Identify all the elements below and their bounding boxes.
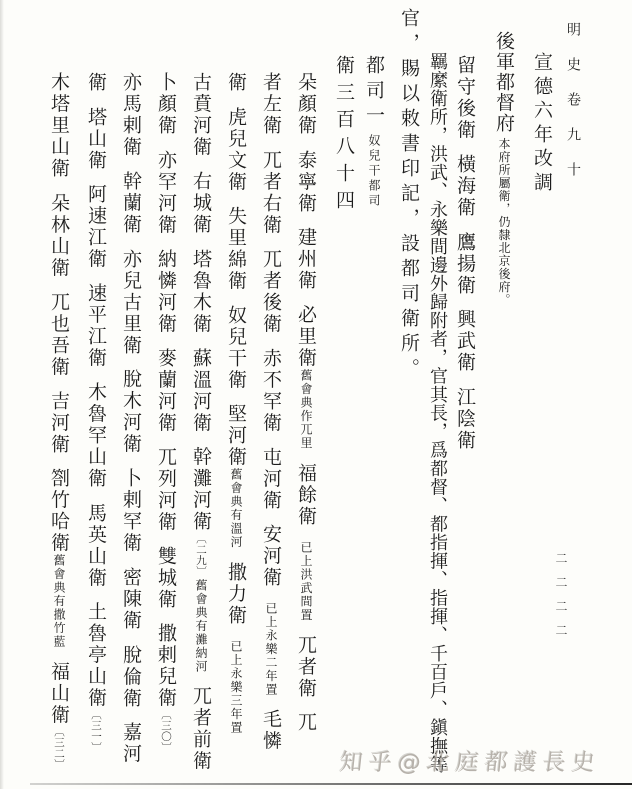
annotation-text: 已上洪武間置 [299,540,313,622]
guard-name: 兀者前衛 [190,686,212,772]
rear-army-command-column [489,31,519,307]
guard-name: 安河衛 [260,524,282,589]
guard-name: 密陳衛 [120,567,142,632]
guard-list-column-3 [221,72,251,747]
guard-list-column-6 [116,72,146,778]
annotation-text: 已上永樂二年置 [264,601,278,696]
guard-name: 朵林山衛 [48,192,70,279]
guard-name: 蘇溫河衛 [190,347,212,434]
xuande-reassignment-line: 宣德六年改調 [531,52,553,196]
capital-guards-column [450,55,480,464]
guard-name: 奴兒干衛 [225,304,247,391]
guard-name: 兀也吾衛 [48,291,70,378]
guard-name: 兀者右衛 [260,149,282,236]
guard-name: 脫木河衛 [120,369,142,455]
guard-name: 者左衛 [260,72,282,137]
guard-name: 亦兒古里衛 [120,248,142,356]
guard-name: 兀者衛 [295,634,317,699]
annotation-text: 〔二九〕 [195,532,207,577]
guard-name: 亦罕河衛 [155,149,177,236]
guard-list-column-4 [186,72,216,785]
guard-list-column-7 [81,72,111,755]
annotation-text: 舊會典作兀里 [299,369,313,450]
guard-name: 赤不罕衛 [260,347,282,434]
guard-list-column-1 [291,72,321,747]
guard-name: 馬英山衛 [85,502,107,589]
annotation-text: 舊會典有撒竹藍 [52,554,66,649]
guard-name: 納憐河衛 [155,248,177,335]
guard-name: 衛 [85,72,107,94]
guard-name: 福山衛 [48,661,70,726]
guard-name: 阿速江衛 [85,184,107,270]
guard-name: 塔魯木衛 [190,248,212,335]
guard-name: 亦馬剌衛 [120,72,142,158]
guard-name: 都司一 [363,55,385,130]
guard-name: 嘉河 [120,722,142,765]
guard-name: 建州衛 [295,227,317,292]
guard-name: 麥蘭河衛 [155,347,177,434]
guard-name: 堅河衛 [225,403,247,468]
guard-name: 右城衛 [190,171,212,236]
guard-name: 脫倫衛 [120,644,142,709]
guard-name: 卜剌罕衛 [120,468,142,554]
annotation-text: 本府所屬衛，仍隸北京後府。 [497,137,511,307]
guard-total-count: 衛三百八十四 [333,55,355,217]
guard-name: 毛憐 [260,709,282,752]
guard-name: 劄竹哈衛 [48,468,70,554]
guard-name: 撒力衛 [225,562,247,627]
guard-name: 古賁河衛 [190,72,212,158]
guard-name: 虎兒文衛 [225,106,247,193]
annotation-text: 〔三二〕 [53,726,65,770]
guard-name: 屯河衛 [260,446,282,511]
guard-name: 橫海衛 [454,154,476,219]
guard-name: 幹灘河衛 [190,446,212,533]
guard-name: 必里衛 [295,304,317,369]
guard-name: 江陰衛 [454,386,476,451]
guard-name: 雙城衛 [155,545,177,610]
guard-name: 兀者後衛 [260,248,282,335]
volume-header: 明史卷九十 [565,22,581,197]
annotation-text: 〔三〇〕 [160,709,172,753]
guard-name: 撒剌兒衛 [155,623,177,709]
guard-list-column-8 [44,72,74,772]
annotation-text: 奴兒干都司 [367,134,381,209]
guard-name: 朵顏衛 [295,72,317,137]
guard-list-column-5 [151,72,181,755]
guard-name: 後軍都督府 [493,31,515,134]
guard-name: 留守後衛 [454,55,476,141]
guard-name: 興武衛 [454,309,476,374]
guard-name: 兀列河衛 [155,446,177,533]
guard-name: 鷹揚衛 [454,231,476,296]
guard-name: 失里綿衛 [225,205,247,292]
guard-name: 卜顏衛 [155,72,177,137]
guard-list-column-2 [256,72,286,765]
annotation-text: 舊會典有溫河 [229,468,243,549]
guard-name: 泰寧衛 [295,149,317,214]
jimi-weisuo-paragraph-col2: 官，賜以敕書印記，設都司衛所。 [398,8,420,383]
annotation-text: 已上永樂三年置 [229,639,243,734]
scan-edge-bottom [30,783,632,785]
guard-name: 兀 [295,712,317,734]
guard-name: 衛 [225,72,247,94]
jimi-weisuo-paragraph-col1: 羈縻衛所，洪武、永樂間邊外歸附者，官其長，爲都督、都指揮、指揮、千百戶、鎭撫等 [427,52,448,774]
guard-name: 速平江衛 [85,283,107,369]
guard-name: 木魯罕山衛 [85,382,107,490]
scan-edge-left [0,0,4,789]
guard-name: 塔山衛 [85,106,107,171]
annotation-text: 舊會典有灘納河 [194,578,208,673]
annotation-text: 〔三一〕 [90,709,102,753]
guard-name: 幹蘭衛 [120,171,142,236]
zhihu-watermark: 知乎@北庭都護長史 [338,750,603,776]
guard-name: 木塔里山衛 [48,72,70,180]
guard-name: 吉河衛 [48,390,70,455]
page-number: 二二二二 [554,552,568,648]
guard-name: 福餘衛 [295,463,317,528]
dusi-count-column [359,55,389,209]
guard-name: 土魯亭山衛 [85,601,107,709]
